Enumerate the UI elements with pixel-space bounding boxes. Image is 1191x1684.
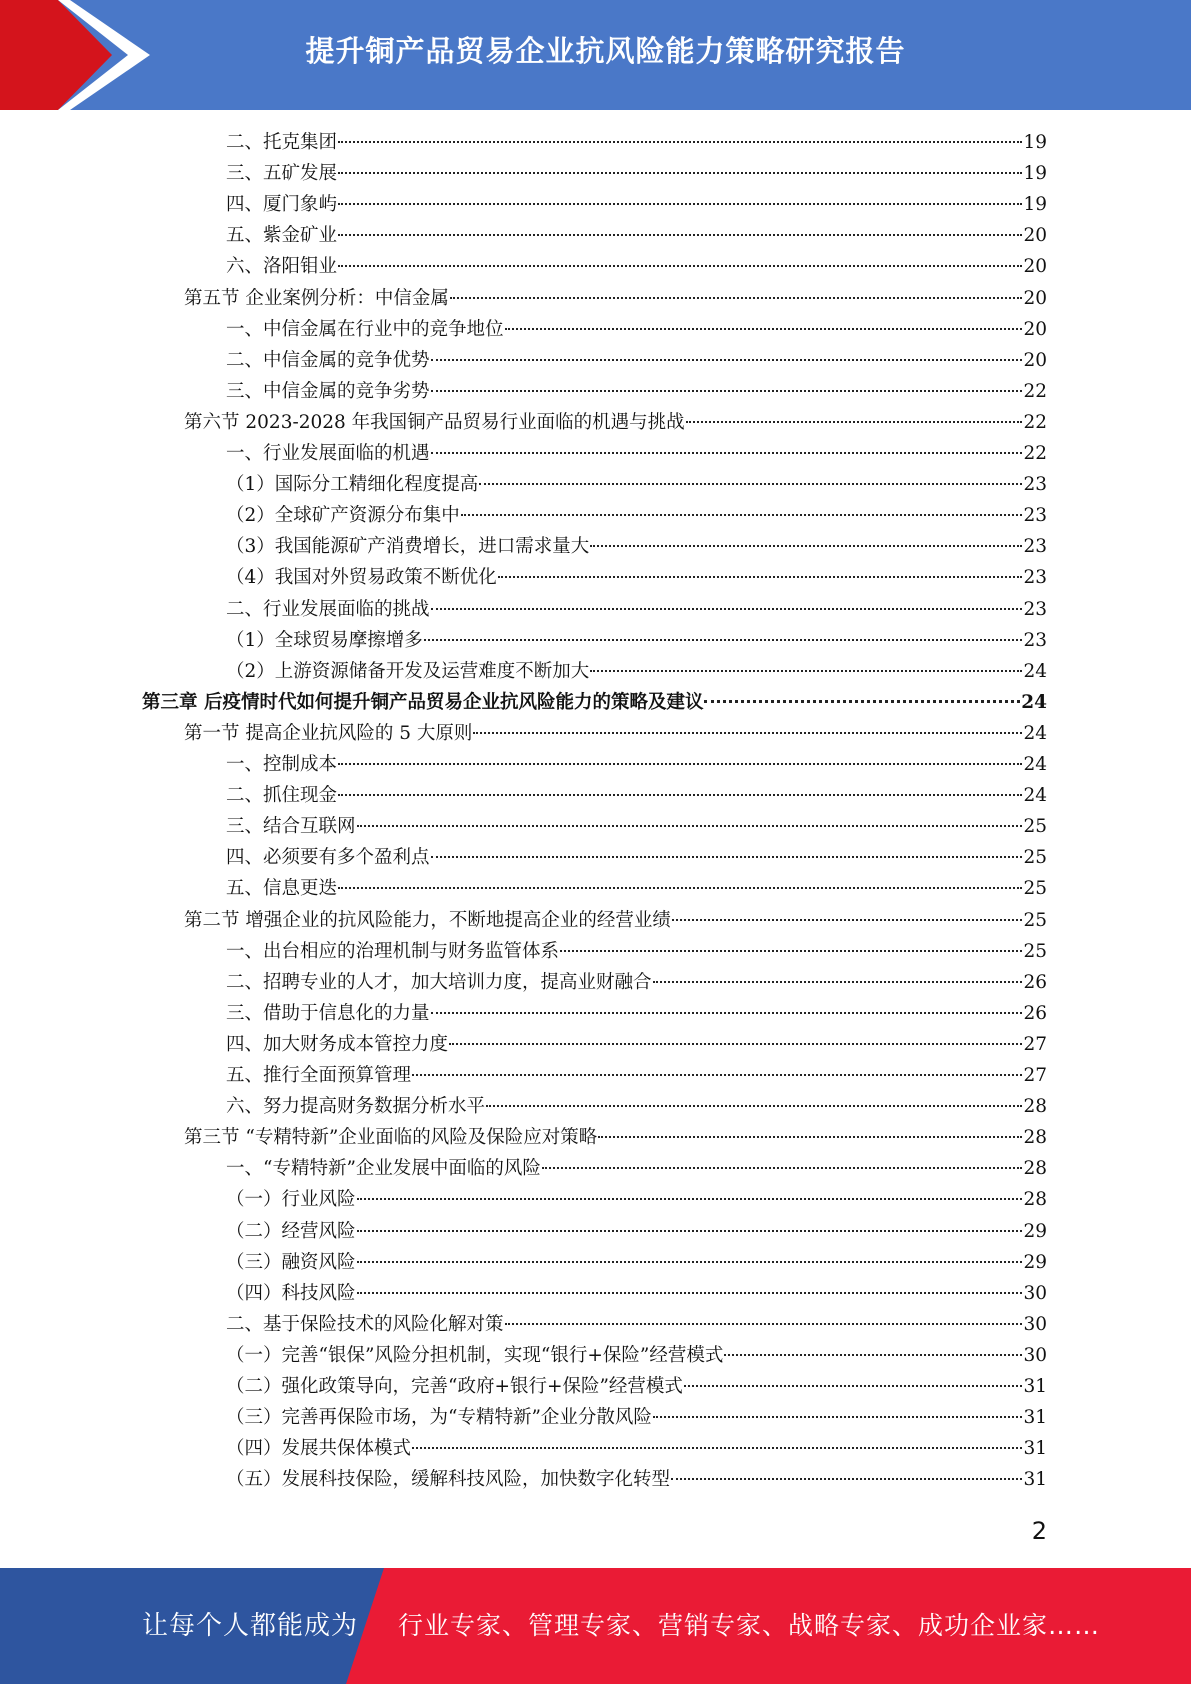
toc-leader-dots xyxy=(498,576,1023,578)
report-title: 提升铜产品贸易企业抗风险能力策略研究报告 xyxy=(305,34,906,68)
toc-leader-dots xyxy=(449,1043,1022,1045)
toc-entry-page: 31 xyxy=(1023,1376,1047,1397)
toc-entry-page: 31 xyxy=(1023,1469,1047,1491)
toc-entry[interactable] xyxy=(226,189,1047,220)
toc-entry[interactable] xyxy=(226,873,1047,904)
toc-leader-dots xyxy=(424,639,1023,641)
toc-leader-dots xyxy=(431,359,1023,361)
footer-slogan-right: 行业专家、管理专家、营销专家、战略专家、成功企业家…… xyxy=(398,1611,1101,1640)
toc-entry[interactable] xyxy=(142,687,1047,718)
toc-entry[interactable] xyxy=(226,1464,1047,1495)
toc-entry-title: （1）全球贸易摩擦增多 xyxy=(226,629,423,651)
toc-entry-page: 20 xyxy=(1023,318,1047,340)
toc-entry-title: 六、洛阳钼业 xyxy=(226,256,338,278)
toc-entry-title: 第一节 提高企业抗风险的 5 大原则 xyxy=(184,722,473,744)
toc-leader-dots xyxy=(412,1447,1022,1449)
toc-leader-dots xyxy=(357,1292,1023,1294)
toc-entry-page: 24 xyxy=(1023,660,1047,682)
toc-entry[interactable] xyxy=(226,998,1047,1029)
toc-entry-title: 三、结合互联网 xyxy=(226,816,356,838)
toc-entry-title: （2）全球矿产资源分布集中 xyxy=(226,505,460,527)
toc-leader-dots xyxy=(542,1167,1023,1169)
toc-leader-dots xyxy=(672,919,1023,921)
toc-entry-page: 25 xyxy=(1023,909,1047,931)
toc-entry[interactable] xyxy=(184,283,1047,314)
toc-leader-dots xyxy=(431,856,1023,858)
toc-leader-dots xyxy=(684,1385,1023,1387)
toc-leader-dots xyxy=(357,825,1023,827)
toc-entry[interactable] xyxy=(226,469,1047,500)
toc-entry[interactable] xyxy=(184,1122,1047,1153)
toc-leader-dots xyxy=(505,328,1023,330)
toc-leader-dots xyxy=(598,1136,1022,1138)
toc-entry-page: 30 xyxy=(1023,1313,1047,1335)
toc-entry[interactable] xyxy=(226,625,1047,656)
toc-entry[interactable] xyxy=(226,1371,1047,1402)
toc-entry[interactable] xyxy=(226,251,1047,282)
toc-leader-dots xyxy=(338,763,1022,765)
toc-entry[interactable] xyxy=(226,967,1047,998)
toc-entry-title: 第六节 2023-2028 年我国铜产品贸易行业面临的机遇与挑战 xyxy=(184,411,685,433)
toc-entry-title: 四、加大财务成本管控力度 xyxy=(226,1033,449,1055)
toc-entry[interactable] xyxy=(226,376,1047,407)
toc-entry[interactable] xyxy=(226,842,1047,873)
toc-entry-page: 31 xyxy=(1023,1407,1047,1429)
toc-entry[interactable] xyxy=(226,594,1047,625)
toc-leader-dots xyxy=(338,141,1022,143)
toc-entry-page: 24 xyxy=(1021,691,1047,713)
toc-entry-page: 29 xyxy=(1023,1251,1047,1273)
toc-entry-page: 29 xyxy=(1023,1220,1047,1242)
toc-entry-page: 22 xyxy=(1023,411,1047,433)
toc-leader-dots xyxy=(431,390,1023,392)
toc-entry[interactable] xyxy=(226,1091,1047,1122)
toc-entry-title: 五、紫金矿业 xyxy=(226,225,338,247)
toc-entry-title: 三、五矿发展 xyxy=(226,163,338,185)
toc-leader-dots xyxy=(357,1261,1023,1263)
toc-entry-page: 24 xyxy=(1023,722,1047,744)
toc-entry-title: （三）融资风险 xyxy=(226,1251,356,1273)
toc-entry[interactable] xyxy=(226,1060,1047,1091)
toc-leader-dots xyxy=(653,981,1023,983)
toc-entry[interactable] xyxy=(226,1029,1047,1060)
toc-entry-page: 23 xyxy=(1023,536,1047,558)
toc-leader-dots xyxy=(357,1230,1023,1232)
toc-entry-title: 六、努力提高财务数据分析水平 xyxy=(226,1096,486,1118)
toc-leader-dots xyxy=(338,203,1022,205)
toc-leader-dots xyxy=(338,265,1022,267)
toc-entry[interactable] xyxy=(226,780,1047,811)
toc-leader-dots xyxy=(479,483,1022,485)
page-number: 2 xyxy=(1031,1517,1047,1545)
toc-entry-page: 30 xyxy=(1023,1282,1047,1304)
toc-entry-title: 第五节 企业案例分析：中信金属 xyxy=(184,287,449,309)
toc-entry[interactable] xyxy=(226,1247,1047,1278)
toc-entry-title: 五、推行全面预算管理 xyxy=(226,1065,412,1086)
toc-entry-title: 二、托克集团 xyxy=(226,132,338,153)
toc-leader-dots xyxy=(338,887,1022,889)
toc-entry-page: 30 xyxy=(1023,1344,1047,1366)
toc-entry[interactable] xyxy=(184,718,1047,749)
toc-leader-dots xyxy=(431,608,1023,610)
toc-leader-dots xyxy=(450,297,1023,299)
toc-entry-title: 一、“专精特新”企业发展中面临的风险 xyxy=(226,1158,541,1180)
toc-entry[interactable] xyxy=(226,749,1047,780)
toc-leader-dots xyxy=(704,700,1020,703)
toc-entry[interactable] xyxy=(184,905,1047,936)
toc-entry[interactable] xyxy=(226,1309,1047,1340)
toc-entry-title: 第三章 后疫情时代如何提升铜产品贸易企业抗风险能力的策略及建议 xyxy=(142,691,704,713)
toc-entry[interactable] xyxy=(226,1402,1047,1433)
toc-entry-title: 三、中信金属的竞争劣势 xyxy=(226,380,430,402)
toc-entry[interactable] xyxy=(226,438,1047,469)
toc-entry-page: 28 xyxy=(1023,1158,1047,1180)
toc-leader-dots xyxy=(412,1074,1022,1076)
toc-leader-dots xyxy=(338,794,1022,796)
toc-entry-title: 四、必须要有多个盈利点 xyxy=(226,847,430,869)
toc-entry-page: 24 xyxy=(1023,754,1047,775)
toc-entry-title: 二、行业发展面临的挑战 xyxy=(226,598,430,620)
toc-entry-page: 23 xyxy=(1023,474,1047,496)
page-footer xyxy=(0,1568,1191,1684)
toc-entry-page: 28 xyxy=(1023,1127,1047,1149)
toc-entry[interactable] xyxy=(226,1278,1047,1309)
toc-entry[interactable] xyxy=(226,1153,1047,1184)
toc-leader-dots xyxy=(653,1416,1023,1418)
toc-entry-page: 19 xyxy=(1023,163,1047,185)
toc-entry-page: 24 xyxy=(1023,785,1047,807)
toc-entry-page: 27 xyxy=(1023,1033,1047,1055)
toc-leader-dots xyxy=(357,1198,1023,1200)
toc-entry-page: 27 xyxy=(1023,1065,1047,1086)
toc-entry-title: 四、厦门象屿 xyxy=(226,194,338,216)
toc-entry-title: 一、控制成本 xyxy=(226,754,338,775)
toc-leader-dots xyxy=(724,1354,1022,1356)
toc-entry-title: 一、行业发展面临的机遇 xyxy=(226,443,430,464)
toc-entry-title: （四）科技风险 xyxy=(226,1282,356,1304)
toc-entry-title: （三）完善再保险市场，为“专精特新”企业分散风险 xyxy=(226,1407,652,1429)
toc-entry[interactable] xyxy=(226,562,1047,593)
toc-entry-title: （五）发展科技保险，缓解科技风险，加快数字化转型 xyxy=(226,1469,671,1491)
toc-entry-page: 22 xyxy=(1023,443,1047,464)
toc-leader-dots xyxy=(338,234,1022,236)
toc-entry[interactable] xyxy=(184,407,1047,438)
toc-entry[interactable] xyxy=(226,531,1047,562)
toc-entry-title: 一、中信金属在行业中的竞争地位 xyxy=(226,318,504,340)
toc-entry[interactable] xyxy=(226,656,1047,687)
toc-leader-dots xyxy=(431,1012,1023,1014)
toc-entry-page: 19 xyxy=(1023,194,1047,216)
toc-entry-page: 25 xyxy=(1023,847,1047,869)
toc-leader-dots xyxy=(473,732,1022,734)
toc-entry-page: 25 xyxy=(1023,940,1047,962)
toc-entry-title: 第三节 “专精特新”企业面临的风险及保险应对策略 xyxy=(184,1127,598,1149)
toc-entry-page: 20 xyxy=(1023,256,1047,278)
toc-entry-title: （二）强化政策导向，完善“政府+银行+保险”经营模式 xyxy=(226,1376,683,1397)
toc-leader-dots xyxy=(686,421,1023,423)
toc-entry-page: 22 xyxy=(1023,380,1047,402)
toc-entry-title: （一）完善“银保”风险分担机制，实现“银行+保险”经营模式 xyxy=(226,1344,724,1366)
toc-entry-page: 20 xyxy=(1023,349,1047,371)
toc-entry-title: 第二节 增强企业的抗风险能力，不断地提高企业的经营业绩 xyxy=(184,909,671,931)
toc-entry-page: 26 xyxy=(1023,1002,1047,1024)
toc-entry-page: 31 xyxy=(1023,1438,1047,1460)
toc-entry-page: 28 xyxy=(1023,1096,1047,1118)
toc-entry-page: 23 xyxy=(1023,629,1047,651)
toc-entry-title: （二）经营风险 xyxy=(226,1220,356,1242)
toc-entry-title: 一、出台相应的治理机制与财务监管体系 xyxy=(226,940,560,962)
toc-entry-title: （四）发展共保体模式 xyxy=(226,1438,412,1460)
toc-entry[interactable] xyxy=(226,1340,1047,1371)
toc-entry-page: 25 xyxy=(1023,878,1047,900)
toc-entry[interactable] xyxy=(226,127,1047,158)
toc-entry-page: 19 xyxy=(1023,132,1047,153)
toc-entry[interactable] xyxy=(226,1433,1047,1464)
toc-entry[interactable] xyxy=(226,220,1047,251)
page-header xyxy=(0,0,1191,110)
toc-entry-page: 20 xyxy=(1023,287,1047,309)
toc-entry-page: 23 xyxy=(1023,567,1047,589)
toc-entry[interactable] xyxy=(226,314,1047,345)
toc-entry-title: （4）我国对外贸易政策不断优化 xyxy=(226,567,497,589)
toc-entry-title: 三、借助于信息化的力量 xyxy=(226,1002,430,1024)
toc-entry-page: 25 xyxy=(1023,816,1047,838)
toc-entry[interactable] xyxy=(226,1184,1047,1215)
toc-entry-title: （3）我国能源矿产消费增长，进口需求量大 xyxy=(226,536,590,558)
toc-entry-page: 28 xyxy=(1023,1189,1047,1211)
toc-entry-title: 五、信息更迭 xyxy=(226,878,338,900)
toc-entry[interactable] xyxy=(226,1216,1047,1247)
toc-entry[interactable] xyxy=(226,500,1047,531)
toc-entry[interactable] xyxy=(226,158,1047,189)
toc-leader-dots xyxy=(590,670,1022,672)
toc-entry-title: 二、招聘专业的人才，加大培训力度，提高业财融合 xyxy=(226,971,652,993)
toc-entry-title: 二、中信金属的竞争优势 xyxy=(226,349,430,371)
toc-entry-page: 23 xyxy=(1023,505,1047,527)
footer-slogan-left: 让每个人都能成为 xyxy=(142,1611,359,1641)
toc-leader-dots xyxy=(461,514,1023,516)
toc-entry-page: 26 xyxy=(1023,971,1047,993)
toc-entry-title: （1）国际分工精细化程度提高 xyxy=(226,474,479,496)
toc-leader-dots xyxy=(671,1478,1022,1480)
toc-leader-dots xyxy=(590,545,1022,547)
toc-entry-title: （一）行业风险 xyxy=(226,1189,356,1211)
toc-entry[interactable] xyxy=(226,345,1047,376)
toc-entry-page: 20 xyxy=(1023,225,1047,247)
toc-leader-dots xyxy=(560,950,1022,952)
toc-leader-dots xyxy=(431,452,1023,454)
toc-leader-dots xyxy=(505,1323,1023,1325)
toc-entry-title: （2）上游资源储备开发及运营难度不断加大 xyxy=(226,660,590,682)
toc-leader-dots xyxy=(486,1105,1022,1107)
toc-entry[interactable] xyxy=(226,811,1047,842)
toc-entry-title: 二、抓住现金 xyxy=(226,785,338,807)
toc-leader-dots xyxy=(338,172,1022,174)
toc-entry[interactable] xyxy=(226,936,1047,967)
toc-entry-title: 二、基于保险技术的风险化解对策 xyxy=(226,1313,504,1335)
toc-entry-page: 23 xyxy=(1023,598,1047,620)
